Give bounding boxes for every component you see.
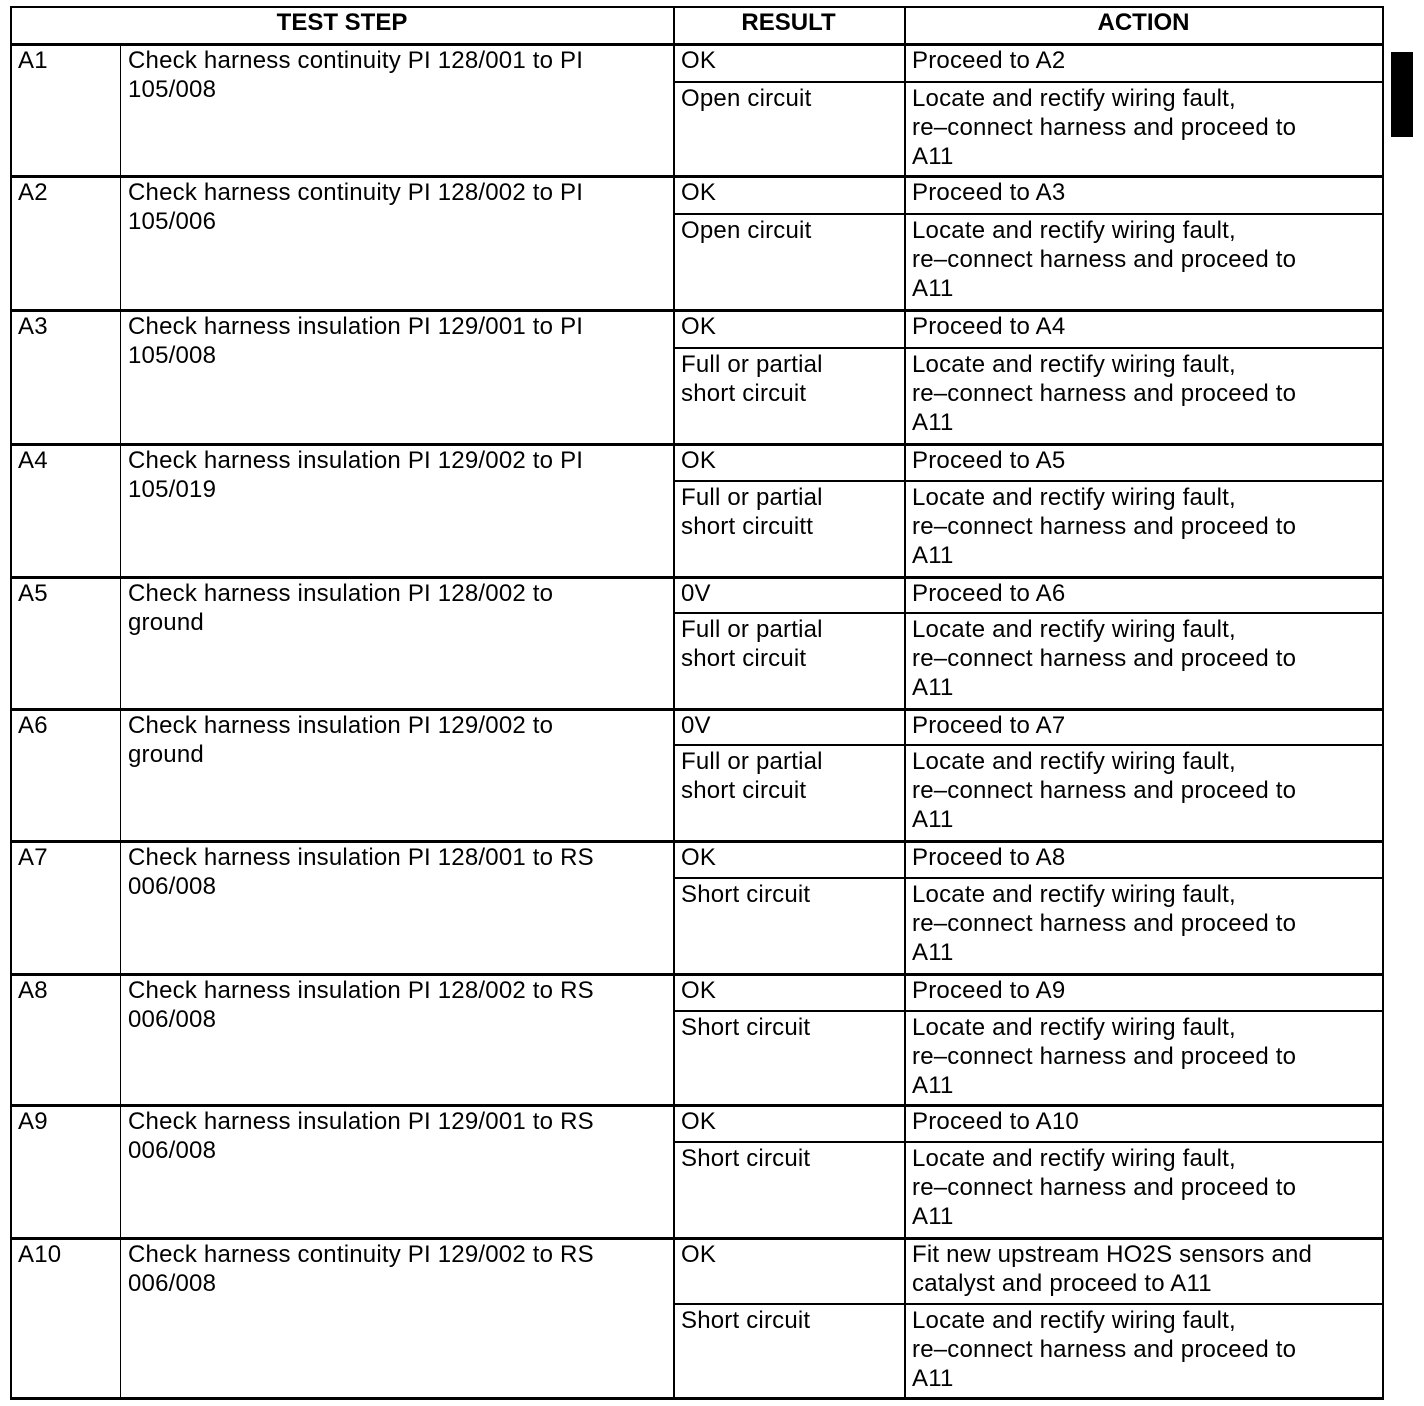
result-divider xyxy=(673,213,1383,215)
test-description: Check harness insulation PI 129/001 to PI 105/008 xyxy=(128,313,584,369)
section-tab-marker xyxy=(1391,52,1413,137)
header-test-step: TEST STEP xyxy=(276,9,408,36)
test-description: Check harness continuity PI 128/001 to PI 105/008 xyxy=(128,47,584,103)
header-action: ACTION xyxy=(1097,9,1190,36)
result-fault: Open circuit xyxy=(681,217,812,244)
result-fault: Full or partial short circuit xyxy=(681,351,823,407)
action-ok: Proceed to A3 xyxy=(912,179,1066,206)
result-ok: OK xyxy=(681,844,717,871)
test-description: Check harness continuity PI 129/002 to RS 006/008 xyxy=(128,1241,594,1297)
action-ok: Proceed to A7 xyxy=(912,712,1066,739)
result-fault: Full or partial short circuitt xyxy=(681,484,823,540)
result-divider xyxy=(673,1141,1383,1143)
header-result: RESULT xyxy=(741,9,836,36)
step-id: A2 xyxy=(18,179,48,206)
result-divider xyxy=(673,612,1383,614)
action-fault: Locate and rectify wiring fault, re–connect harness and proceed to A11 xyxy=(912,1014,1297,1099)
result-ok: OK xyxy=(681,447,717,474)
table-bottom-border xyxy=(10,1397,1384,1400)
header-divider-result xyxy=(673,6,675,43)
action-ok: Proceed to A2 xyxy=(912,47,1066,74)
action-fault: Locate and rectify wiring fault, re–connect harness and proceed to A11 xyxy=(912,484,1297,569)
result-ok: 0V xyxy=(681,712,711,739)
action-fault: Locate and rectify wiring fault, re–connect harness and proceed to A11 xyxy=(912,1307,1297,1392)
action-ok: Proceed to A5 xyxy=(912,447,1066,474)
action-fault: Locate and rectify wiring fault, re–connect harness and proceed to A11 xyxy=(912,748,1297,833)
result-divider xyxy=(673,1010,1383,1012)
result-ok: OK xyxy=(681,313,717,340)
step-id: A4 xyxy=(18,447,48,474)
result-ok: OK xyxy=(681,977,717,1004)
test-description: Check harness insulation PI 128/002 to ground xyxy=(128,580,554,636)
test-description: Check harness insulation PI 129/002 to PI 105/019 xyxy=(128,447,584,503)
result-divider xyxy=(673,347,1383,349)
step-id: A6 xyxy=(18,712,48,739)
result-fault: Open circuit xyxy=(681,85,812,112)
test-description: Check harness insulation PI 129/002 to ground xyxy=(128,712,554,768)
column-divider-id xyxy=(120,43,121,1397)
step-id: A9 xyxy=(18,1108,48,1135)
result-ok: OK xyxy=(681,47,717,74)
step-id: A1 xyxy=(18,47,48,74)
column-divider-action xyxy=(904,43,906,1397)
test-description: Check harness insulation PI 128/001 to RS 006/008 xyxy=(128,844,594,900)
result-ok: OK xyxy=(681,1108,717,1135)
result-fault: Full or partial short circuit xyxy=(681,616,823,672)
result-divider xyxy=(673,1303,1383,1305)
result-fault: Short circuit xyxy=(681,1014,811,1041)
result-fault: Short circuit xyxy=(681,1307,811,1334)
action-ok: Proceed to A6 xyxy=(912,580,1066,607)
action-ok: Proceed to A9 xyxy=(912,977,1066,1004)
action-fault: Locate and rectify wiring fault, re–connect harness and proceed to A11 xyxy=(912,351,1297,436)
table-left-border xyxy=(10,6,12,1397)
result-divider xyxy=(673,480,1383,482)
step-id: A5 xyxy=(18,580,48,607)
result-divider xyxy=(673,81,1383,83)
action-fault: Locate and rectify wiring fault, re–connect harness and proceed to A11 xyxy=(912,881,1297,966)
action-fault: Locate and rectify wiring fault, re–connect harness and proceed to A11 xyxy=(912,616,1297,701)
action-ok: Fit new upstream HO2S sensors and catalyst and proceed to A11 xyxy=(912,1241,1313,1297)
action-fault: Locate and rectify wiring fault, re–connect harness and proceed to A11 xyxy=(912,217,1297,302)
column-divider-result xyxy=(673,43,675,1397)
action-fault: Locate and rectify wiring fault, re–connect harness and proceed to A11 xyxy=(912,1145,1297,1230)
step-id: A8 xyxy=(18,977,48,1004)
step-id: A7 xyxy=(18,844,48,871)
step-id: A3 xyxy=(18,313,48,340)
action-fault: Locate and rectify wiring fault, re–connect harness and proceed to A11 xyxy=(912,85,1297,170)
action-ok: Proceed to A4 xyxy=(912,313,1066,340)
result-ok: OK xyxy=(681,179,717,206)
action-ok: Proceed to A10 xyxy=(912,1108,1079,1135)
test-description: Check harness insulation PI 129/001 to RS 006/008 xyxy=(128,1108,594,1164)
result-ok: 0V xyxy=(681,580,711,607)
step-id: A10 xyxy=(18,1241,62,1268)
result-divider xyxy=(673,877,1383,879)
test-description: Check harness insulation PI 128/002 to RS 006/008 xyxy=(128,977,594,1033)
result-fault: Full or partial short circuit xyxy=(681,748,823,804)
result-ok: OK xyxy=(681,1241,717,1268)
result-divider xyxy=(673,744,1383,746)
test-description: Check harness continuity PI 128/002 to PI 105/006 xyxy=(128,179,584,235)
action-ok: Proceed to A8 xyxy=(912,844,1066,871)
table-top-border xyxy=(10,6,1383,8)
result-fault: Short circuit xyxy=(681,1145,811,1172)
result-fault: Short circuit xyxy=(681,881,811,908)
header-divider-action xyxy=(904,6,906,43)
